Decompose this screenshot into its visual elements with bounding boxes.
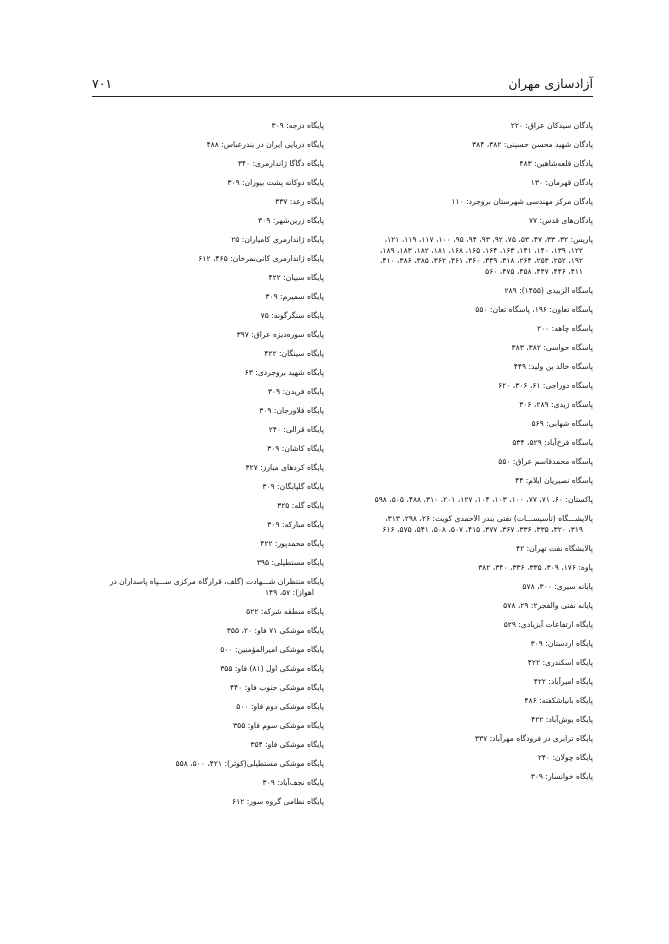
index-entry-text: پادگان شهید محسن حسینی: ۳۸۲، ۳۸۴ [472,140,593,149]
index-entry [76,368,324,379]
index-entry-continuation: ۴۱۱، ۴۴۶، ۴۴۷، ۴۵۸، ۴۷۵، ۵۶۰ [485,267,583,277]
index-entry-text: پایگاه نظامی گروه سور: ۶۱۲ [232,796,324,806]
index-entry [335,772,593,783]
index-entry [335,140,593,151]
index-entry [76,577,324,598]
index-entry [335,514,593,535]
index-entry [76,558,324,569]
index-entry-text: پایگاه فلاورجان: ۳۰۹ [259,406,324,415]
index-entry-text: پاسگاه زیدی: ۲۸۹، ۳۰۶ [519,400,593,410]
index-entry-text: پایگاه ژاندارمری کانی‌نمرخان: ۴۶۵، ۶۱۲ [198,254,324,263]
index-entry-text: پایگاه موشکی فاو: ۳۵۴ [250,739,324,749]
index-entry [76,702,324,713]
index-entry [76,683,324,694]
index-entry-text: پادگان سیدکان عراق: ۲۲۰ [510,121,593,130]
index-entry-text: پایگاه ارتفاعات آبزیادی: ۵۲۹ [503,619,593,629]
index-entry [76,778,324,789]
index-entry-text: پایگاه موشکی دوم فاو: ۵۰۰ [236,701,324,711]
index-entry [335,216,593,227]
index-entry [76,721,324,732]
index-entry [335,639,593,650]
index-entry [76,254,324,265]
index-entry [76,482,324,493]
index-entry [76,178,324,189]
index-entry-text: پادگان‌های قدس: ۷۷ [528,216,593,225]
index-entry-text: پاسگاه تعاون: ۱۹۶، پاسگاه تعان: ۵۵۰ [475,305,593,315]
index-entry [76,349,324,360]
index-entry-text: پایانه سیری: ۳۰۰، ۵۷۸ [522,581,593,591]
index-entry [76,121,324,132]
index-entry-text: پایگاه موشکی اول (۸۱) فاو: ۳۵۵ [220,663,324,673]
index-entry-text: پایگاه گلپایگان: ۳۰۹ [262,482,324,491]
index-entry [76,539,324,550]
index-entry-text: پایگاه کردهای مبارز: ۳۲۷ [245,463,324,472]
index-entry-continuation: اهواز): ۵۷، ۱۴۹ [264,587,314,597]
index-entry-text: پایگاه درجه: ۳۰۹ [271,121,324,130]
index-entry-text: پایگاه موشکی جنوب فاو: ۴۴۰ [229,682,324,692]
index-entry [335,620,593,631]
index-entry-continuation: ۳۱۹، ۳۲۰، ۳۳۵، ۳۳۶، ۳۶۷، ۳۷۷، ۴۱۵، ۵۰۷، ۵۰۸، ۵۴۱، ۵۷۵، ۶۱۶ [382,524,583,534]
index-entry [335,381,593,392]
index-entry [76,759,324,770]
page-number: ۷۰۱ [92,76,113,91]
running-title: آزادسازی مهران [508,76,593,91]
index-entry [335,495,593,506]
index-entry [76,425,324,436]
index-entry [76,140,324,151]
index-entry-text: پایگاه سبیان: ۴۲۲ [268,273,324,282]
index-entry [335,362,593,373]
index-entry-text: پادگان قهرمان: ۱۳۰ [530,178,593,187]
index-entry [76,607,324,618]
index-entry [76,387,324,398]
index-entry [76,311,324,322]
index-entry [335,715,593,726]
index-entry [76,797,324,808]
index-entry [335,696,593,707]
index-entry-text: پایگاه نجف‌آباد: ۳۰۹ [262,777,324,787]
index-entry-text: پایگاه رعد: ۳۳۷ [275,197,324,206]
index-entry-text: پایگاه ترابری در فرودگاه مهرآباد: ۳۳۷ [474,733,593,743]
index-entry-text: پاسگاه محمدقاسم عراق: ۵۵۰ [498,457,593,467]
index-entry-continuation: ۱۲۲، ۱۳۹، ۱۴۰، ۱۴۱، ۱۶۳، ۱۶۴، ۱۶۵، ۱۶۸، ۱۸۱، ۱۸۲، ۱۸۳، ۱۸۹، [379,245,583,255]
index-entry [335,457,593,468]
index-entry-text: پایگاه امیرآباد: ۴۲۲ [533,676,593,686]
index-entry-text: پاسگاه حواسی: ۳۸۲، ۳۸۳ [511,343,593,353]
index-entry [335,419,593,430]
index-entry [335,601,593,612]
index-entry-text: پایگاه چولان: ۲۴۰ [537,752,593,762]
index-entry-text: پایگاه ژاندارمری کامیاران: ۲۵ [231,235,324,244]
index-entry [335,235,593,278]
index-entry [335,476,593,487]
index-entry-text: پایگاه مبارکه: ۳۰۹ [267,520,324,529]
index-entry-text: پایگاه موشکی امیرالمؤمنین: ۵۰۰ [220,644,324,654]
index-entry-text: پایگاه گله: ۳۲۵ [277,501,324,510]
index-entry-text: پایگاه بوش‌آباد: ۴۲۲ [531,714,593,724]
index-entry-text: پاریس: ۳۲، ۳۳، ۴۷، ۵۳، ۷۵، ۹۲، ۹۳، ۹۴، ۹۵، ۱۰۰، ۱۱۷، ۱۱۹، ۱۲۱، [384,235,593,244]
index-entry-text: پایگاه شهید بروجردی: ۶۳ [244,368,324,377]
index-entry [335,121,593,132]
index-entry [76,235,324,246]
index-entry [76,216,324,227]
index-entry-text: پایگاه زرین‌شهر: ۳۰۹ [258,216,324,225]
index-entry [335,286,593,297]
index-entry [335,753,593,764]
index-entry [335,400,593,411]
index-entry-text: پایگاه بانیاشکفته: ۴۸۶ [524,695,593,705]
index-entry [76,159,324,170]
index-entry [76,330,324,341]
index-entry-text: پایگاه دریایی ایران در بندرعباس: ۴۸۸ [206,140,324,149]
index-entry [335,734,593,745]
index-entry [76,664,324,675]
index-entry-text: پالایشـــگاه (تأسیســـات) نفتی بندر الاحمدی کویت: ۲۶، ۲۹۸، ۳۱۳، [385,514,593,524]
index-entry-text: پاسگاه شهابی: ۵۶۹ [531,419,593,429]
index-entry [76,273,324,284]
index-entry [335,324,593,335]
index-entry [76,626,324,637]
index-entry-text: پایگاه اردستان: ۳۰۹ [530,638,593,648]
index-entry-text: پاسگاه چاهه: ۲۰۰ [537,324,593,334]
index-entry [76,406,324,417]
index-entry-text: پایگاه دگاگا ژاندارمری: ۳۴۰ [237,159,324,168]
index-entry-text: پاوه: ۱۷۶، ۳۰۹، ۳۳۵، ۳۳۶، ۳۴۰، ۳۸۲ [478,562,593,572]
index-entry-text: پاسگاه نصیریان ایلام: ۴۴ [515,476,593,486]
index-entry-text: پایگاه موشکی مستطیلی(کوثر): ۴۲۱، ۵۰۰، ۵۵۸ [175,758,324,768]
index-entry [335,563,593,574]
index-entry [335,438,593,449]
header-rule [92,96,593,97]
index-entry [76,520,324,531]
index-entry [335,544,593,555]
index-entry [76,740,324,751]
index-entry-text: پایگاه سمیرم: ۳۰۹ [265,292,324,301]
index-entry [76,292,324,303]
index-entry-text: پایگاه سینگان: ۴۲۲ [264,349,324,358]
index-entry-continuation: ۱۹۲، ۲۵۲، ۲۵۳، ۲۶۴، ۳۱۸، ۳۴۹، ۳۶۰، ۳۶۱، ۳۶۲، ۳۸۵، ۳۸۶، ۴۱۰، [379,256,583,266]
index-entry-text: پایگاه دوکانه پشت بیوران: ۳۰۹ [227,178,324,187]
index-entry [335,677,593,688]
index-entry-text: پایگاه موشکی ۷۱ فاو: ۲۰، ۳۵۵ [226,625,324,635]
index-entry [76,645,324,656]
index-entry-text: پایگاه فریدن: ۳۰۹ [267,387,324,396]
index-entry-text: پاسگاه الزبیدی (۱۴۵۵): ۲۸۹ [504,286,593,296]
index-entry-text: پاسگاه فرخ‌آباد: ۵۲۹، ۵۳۴ [512,438,593,448]
index-entry [335,582,593,593]
index-entry-text: پایگاه خوانسار: ۳۰۹ [530,771,593,781]
index-entry [335,305,593,316]
index-entry [335,658,593,669]
index-entry-text: پاسگاه دوراجی: ۶۱، ۳۰۶، ۶۲۰ [498,381,593,391]
index-entry-text: پاکستان: ۶۰، ۷۱، ۷۷، ۱۰۰، ۱۰۳، ۱۰۴، ۱۲۷، ۲۰۱، ۳۱۰، ۴۸۸، ۵۰۵، ۵۹۸ [374,495,593,505]
index-entry-text: پایگاه محمدپور: ۴۲۲ [260,539,324,548]
index-entry [335,178,593,189]
index-entry-text: پایگاه کاشان: ۳۰۹ [267,444,324,453]
index-entry [335,197,593,208]
index-entry-text: پالایشگاه نفت تهران: ۴۲ [515,543,593,553]
index-entry-text: پاسگاه خالد بن ولید: ۴۴۹ [513,362,593,372]
index-entry-text: پادگان مرکز مهندسی شهرستان بروجرد: ۱۱۰ [451,197,593,206]
index-entry-text: پایگاه سنگرگونه: ۷۵ [260,311,324,320]
index-entry [76,444,324,455]
page-header [92,76,593,94]
index-entry-text: پایگاه منتظران شـــهادت (گلف، قرارگاه مرکزی ســـپاه پاسداران در [109,577,324,586]
index-entry-text: پایگاه موشکی سوم فاو: ۳۵۵ [233,720,324,730]
index-entry [76,501,324,512]
index-entry-text: پایگاه منطقه شرکه: ۵۲۲ [246,606,324,616]
index-entry [76,197,324,208]
index-entry [335,159,593,170]
index-entry-text: پایگاه قرالی: ۲۴۰ [268,425,324,434]
index-entry-text: پادگان قلعه‌شاهین: ۴۸۳ [519,159,593,168]
index-column-right [335,121,593,791]
index-entry-text: پایگاه سوره‌دیزه عراق: ۳۹۷ [236,330,324,339]
index-entry-text: پایانه نفتی والفجر۲: ۲۹، ۵۷۸ [503,600,593,610]
index-entry-text: پایگاه مستطیلی: ۳۹۵ [256,558,324,567]
index-entry [76,463,324,474]
index-entry [335,343,593,354]
index-column-left [76,121,324,816]
index-entry-text: پایگاه اسکندری: ۴۲۲ [527,657,593,667]
